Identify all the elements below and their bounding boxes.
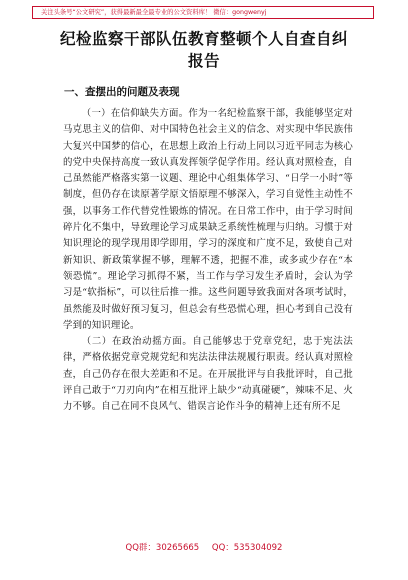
document-body [63,106,353,416]
title-line-2: 报告 [187,51,220,70]
paragraph: （二）在政治动摇方面。自己能够忠于党章党纪，忠于宪法法律，严格依据党章党规党纪和宪法法律法规履行职责。经认真对照检查，自己仍存在很大差距和不足。在开展批评与自我批评时，自己批评自己敢于“刀刃向内”在相互批评上缺少“动真碰硬”，辣味不足、火力不够。自己在同不良风气、错误言论作斗争的精神上还有所不足 [63,336,353,413]
title-line-1: 纪检监察干部队伍教育整顿个人自查自纠 [59,29,348,48]
paragraph: （一）在信仰缺失方面。作为一名纪检监察干部，我能够坚定对马克思主义的信仰、对中国特色社会主义的信念、对实现中华民族伟大复兴中国梦的信心，在思想上政治上行动上同以习近平同志为核心的党中央保持高度一致认真发挥领学促学作用。经认真对照检查，自己虽然能严格落实第一议题、理论中心组集体学习、“日学一小时”等制度，但仍存在读原著学原文悟原理不够深入，学习自觉性主动性不强，以事务工作代替党性锻炼的情况。在日常工作中，由于学习时间碎片化不集中，导致理论学习成果缺乏系统性梳理与归纳。习惯于对知识理论的现学现用即学即用，学习的深度和广度不足，致使自己对新知识、新政策掌握不够，理解不透，把握不准，或多或少存在“本领恐慌”。理论学习抓得不紧，当工作与学习发生矛盾时，会认为学习是“软指标”，可以往后推一推。这些问题导致我面对各项考试时，虽然能及时做好预习复习，但总会有些恐慌心理，担心考到自己没有学到的知识理论。 [63,108,353,331]
footer-contact: QQ群：30265665 QQ：535304092 [125,543,283,553]
header-banner: 关注头条号“公文研究”，获得最新最全最专业的公文资料库！ 微信：gongwenyj [32,6,374,19]
document-title [0,28,408,72]
section-heading: 一、查摆出的问题及表现 [64,86,180,98]
